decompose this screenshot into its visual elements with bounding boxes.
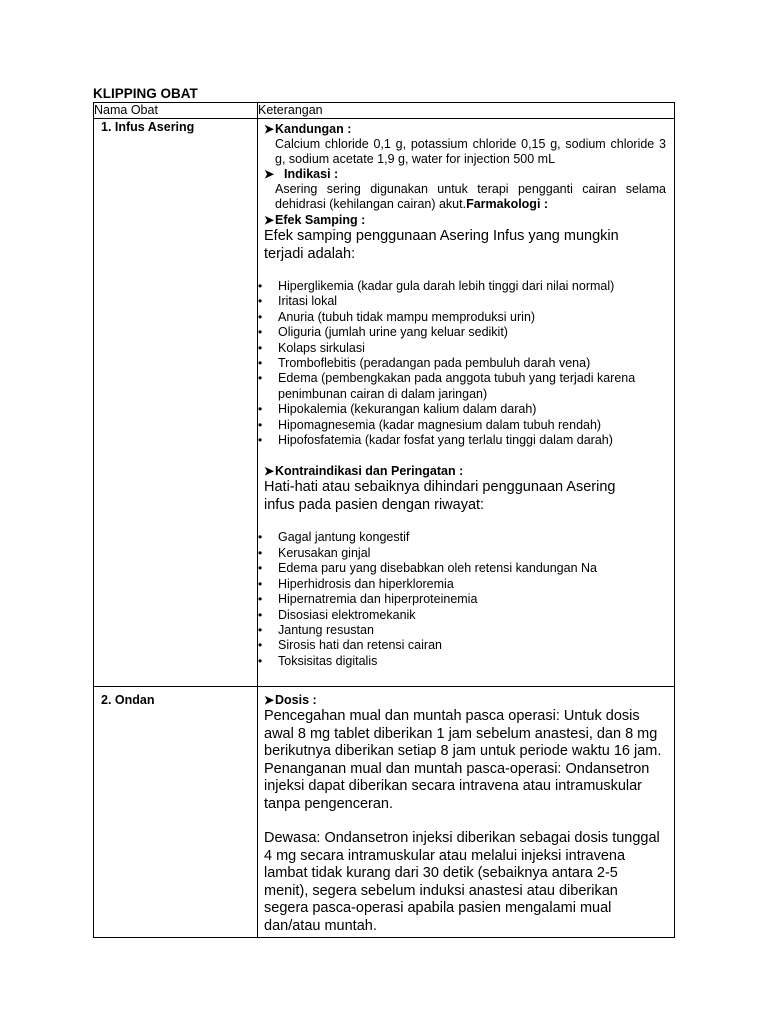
efek-heading: Efek Samping :: [275, 213, 366, 227]
list-item: • Edema paru yang disebabkan oleh retensi kandungan Na: [258, 561, 666, 576]
list-item: • Hipernatremia dan hiperproteinemia: [258, 592, 666, 607]
drug-name-cell: [94, 687, 258, 938]
list-item: • Hiperglikemia (kadar gula darah lebih tinggi dari nilai normal): [258, 279, 666, 294]
list-item: • Edema (pembengkakan pada anggota tubuh yang terjadi karena penimbunan cairan di dalam jaringan): [258, 371, 666, 402]
farmakologi-label: Farmakologi :: [466, 197, 549, 211]
efek-samping-list: [258, 279, 666, 448]
description-cell: [258, 687, 675, 938]
list-item: • Anuria (tubuh tidak mampu memproduksi urin): [258, 310, 666, 325]
kontra-heading: Kontraindikasi dan Peringatan :: [275, 464, 464, 479]
description-cell: [258, 119, 675, 687]
section-efek-samping: [264, 213, 666, 228]
arrow-bullet-icon: ➤: [264, 213, 275, 227]
drug-name-cell: [94, 119, 258, 687]
kandungan-heading: Kandungan :: [275, 122, 352, 136]
list-item: • Disosiasi elektromekanik: [258, 608, 666, 623]
drug-table: [93, 102, 675, 938]
list-item: • Iritasi lokal: [258, 294, 666, 309]
section-indikasi: [264, 167, 666, 182]
arrow-bullet-icon: ➤: [264, 122, 275, 136]
kandungan-text: Calcium chloride 0,1 g, potassium chloride 0,15 g, sodium chloride 3 g, sodium acetate 1,9 g, water for injection 500 mL: [275, 137, 666, 166]
header-keterangan: Keterangan: [258, 103, 675, 119]
list-item: • Gagal jantung kongestif: [258, 530, 666, 545]
indikasi-text: Asering sering digunakan untuk terapi pengganti cairan selama dehidrasi (kehilangan cairan) akut.: [275, 182, 666, 211]
table-row-ondan: [94, 687, 675, 938]
drug-name: 2. Ondan: [101, 693, 155, 707]
dosis-paragraph-2: Dewasa: Ondansetron injeksi diberikan sebagai dosis tunggal 4 mg secara intramuskular atau melalui injeksi intravena lambat tidak kurang dari 30 detik (sebaiknya antara 2-5 menit), segera sebelum induksi anastesi atau diberikan segera pasca-operasi apabila pasien mengalami mual dan/atau muntah.: [264, 830, 660, 934]
table-header-row: [94, 103, 675, 119]
document-title: KLIPPING OBAT: [93, 86, 198, 101]
list-item: • Sirosis hati dan retensi cairan: [258, 638, 666, 653]
list-item: • Kerusakan ginjal: [258, 546, 666, 561]
list-item: • Hiperhidrosis dan hiperkloremia: [258, 577, 666, 592]
indikasi-heading: Indikasi :: [284, 167, 339, 181]
section-dosis: [264, 693, 666, 708]
list-item: • Toksisitas digitalis: [258, 654, 666, 669]
kontra-intro: Hati-hati atau sebaiknya dihindari penggunaan Asering infus pada pasien dengan riwayat:: [264, 479, 616, 513]
section-kandungan: [264, 122, 666, 137]
header-nama-obat: Nama Obat: [94, 103, 258, 119]
list-item: • Oliguria (jumlah urine yang keluar sedikit): [258, 325, 666, 340]
list-item: • Kolaps sirkulasi: [258, 341, 666, 356]
arrow-bullet-icon: ➤: [264, 464, 275, 479]
list-item: • Hipomagnesemia (kadar magnesium dalam tubuh rendah): [258, 418, 666, 433]
table-row-infus-asering: [94, 119, 675, 687]
list-item: • Hipofosfatemia (kadar fosfat yang terlalu tinggi dalam darah): [258, 433, 666, 448]
list-item: • Hipokalemia (kekurangan kalium dalam darah): [258, 402, 666, 417]
list-item: • Jantung resustan: [258, 623, 666, 638]
list-item: • Tromboflebitis (peradangan pada pembuluh darah vena): [258, 356, 666, 371]
dosis-heading: Dosis :: [275, 693, 317, 707]
indikasi-paragraph: [264, 182, 666, 212]
kontraindikasi-list: [258, 530, 666, 669]
arrow-bullet-icon: ➤: [264, 167, 275, 181]
efek-intro: Efek samping penggunaan Asering Infus yang mungkin terjadi adalah:: [264, 228, 619, 262]
arrow-bullet-icon: ➤: [264, 693, 275, 707]
drug-name: 1. Infus Asering: [101, 120, 195, 134]
dosis-paragraph-1: Pencegahan mual dan muntah pasca operasi: Untuk dosis awal 8 mg tablet diberikan 1 jam sebelum anastesi, dan 8 mg berikutnya diberikan setiap 8 jam untuk periode waktu 16 jam. Penanganan mual dan muntah pasca-operasi: Ondansetron injeksi dapat diberikan secara intravena atau intramuskular tanpa pengenceran.: [264, 708, 662, 812]
section-kontraindikasi: [264, 464, 666, 479]
